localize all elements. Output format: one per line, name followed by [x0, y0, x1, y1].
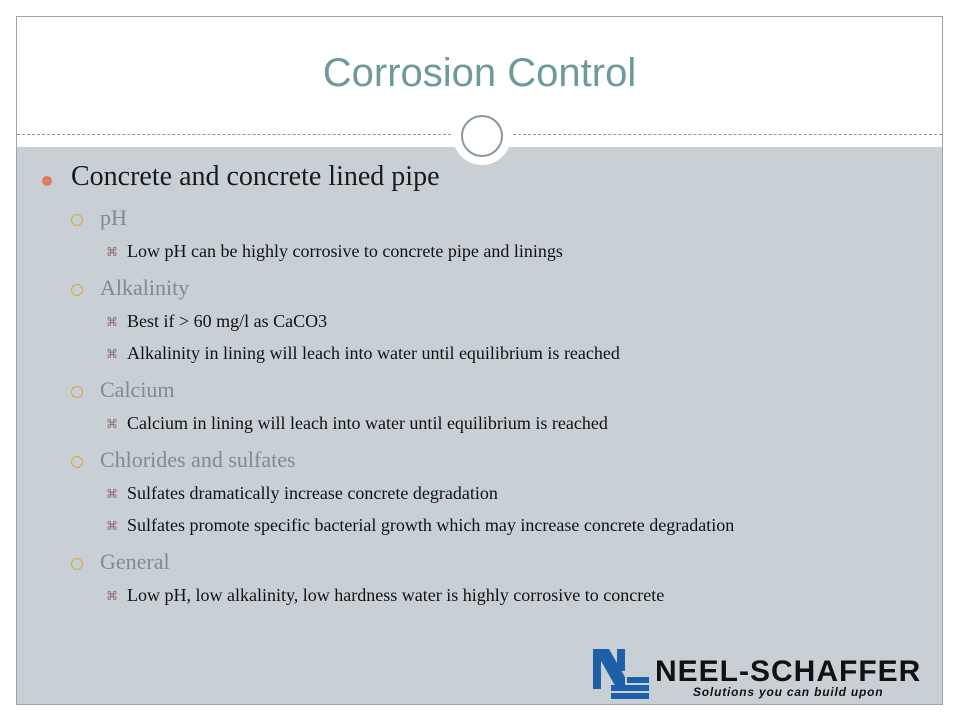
logo-mark-icon	[591, 647, 651, 703]
item-chlorides-2: Sulfates promote specific bacterial growth which may increase concrete degradation	[127, 515, 735, 535]
item-ph-1: Low pH can be highly corrosive to concrete pipe and linings	[127, 241, 563, 261]
ring-bullet-icon	[71, 386, 83, 398]
section-heading-calcium: Calcium	[100, 377, 175, 402]
cross-bullet-icon: ⌘	[106, 315, 118, 329]
section-heading-general: General	[100, 549, 170, 574]
cross-bullet-icon: ⌘	[106, 417, 118, 431]
item-calcium-1: Calcium in lining will leach into water until equilibrium is reached	[127, 413, 608, 433]
item-alkalinity-2: Alkalinity in lining will leach into water until equilibrium is reached	[127, 343, 620, 363]
section-heading-alkalinity: Alkalinity	[100, 275, 190, 300]
section-heading-ph: pH	[100, 205, 127, 230]
ring-bullet-icon	[71, 214, 83, 226]
logo-tagline: Solutions you can build upon	[693, 685, 884, 699]
cross-bullet-icon: ⌘	[106, 245, 118, 259]
item-alkalinity-1: Best if > 60 mg/l as CaCO3	[127, 311, 328, 331]
ring-bullet-icon	[71, 284, 83, 296]
item-general-1: Low pH, low alkalinity, low hardness water is highly corrosive to concrete	[127, 585, 665, 605]
slide	[16, 16, 943, 705]
company-logo	[591, 647, 931, 703]
bullet-dot-icon	[42, 176, 52, 186]
logo-name: NEEL-SCHAFFER	[655, 655, 922, 688]
item-chlorides-1: Sulfates dramatically increase concrete degradation	[127, 483, 498, 503]
main-bullet: Concrete and concrete lined pipe	[71, 161, 440, 192]
cross-bullet-icon: ⌘	[106, 589, 118, 603]
ring-bullet-icon	[71, 456, 83, 468]
section-heading-chlorides: Chlorides and sulfates	[100, 447, 296, 472]
cross-bullet-icon: ⌘	[106, 519, 118, 533]
cross-bullet-icon: ⌘	[106, 487, 118, 501]
content-panel	[17, 147, 942, 705]
slide-title: Corrosion Control	[322, 51, 637, 95]
ring-bullet-icon	[71, 558, 83, 570]
cross-bullet-icon: ⌘	[106, 347, 118, 361]
circle-ornament-icon	[453, 107, 511, 165]
